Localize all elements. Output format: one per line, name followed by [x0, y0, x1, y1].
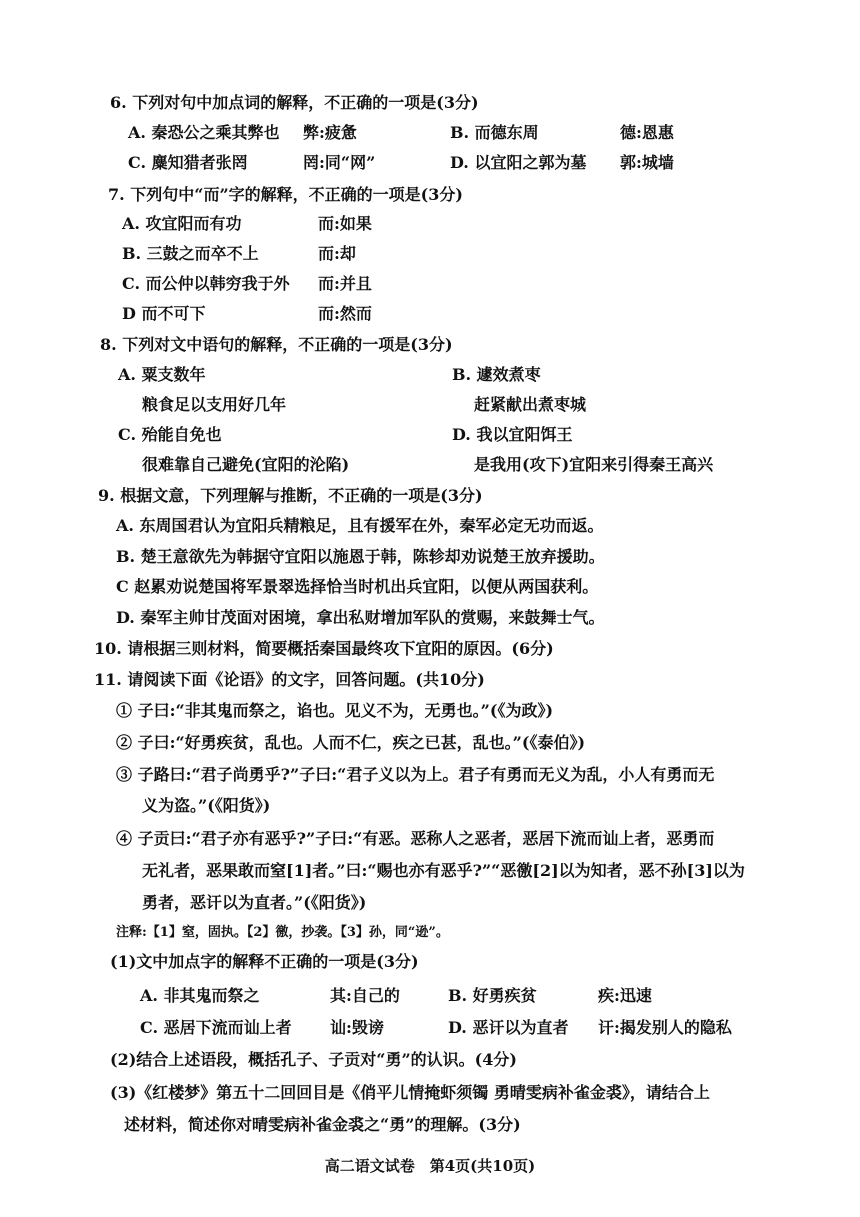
- q6-option-c-gloss: 罔:同“网”: [303, 153, 376, 172]
- q8-option-d: D. 我以宜阳饵王: [452, 425, 573, 444]
- q11-sub1-option-c-gloss: 讪:毁谤: [330, 1018, 384, 1037]
- q11-sub1-option-d-gloss: 讦:揭发别人的隐私: [598, 1018, 732, 1037]
- q6-stem: 6. 下列对句中加点词的解释，不正确的一项是(3分): [110, 93, 479, 112]
- q11-sub1-option-a-gloss: 其:自己的: [330, 986, 400, 1005]
- q7-option-c: C. 而公仲以韩穷我于外: [122, 274, 290, 293]
- q8-option-c-gloss: 很难靠自己避免(宜阳的沦陷): [142, 455, 350, 474]
- q11-stem: 11. 请阅读下面《论语》的文字，回答问题。(共10分): [94, 670, 485, 689]
- q8-option-b-gloss: 赶紧献出煮枣城: [474, 395, 587, 414]
- q8-stem: 8. 下列对文中语句的解释，不正确的一项是(3分): [100, 335, 453, 354]
- q9-stem: 9. 根据文意，下列理解与推断，不正确的一项是(3分): [98, 486, 483, 505]
- q6-option-b-gloss: 德:恩惠: [620, 123, 674, 142]
- q9-option-c: C 赵累劝说楚国将军景翠选择恰当时机出兵宜阳，以便从两国获利。: [116, 577, 599, 596]
- q8-option-b: B. 遽效煮枣: [452, 365, 541, 384]
- q7-option-d-gloss: 而:然而: [318, 304, 372, 323]
- q11-sub1-option-b-gloss: 疾:迅速: [598, 986, 652, 1005]
- analects-passage-4-line-2: 无礼者，恶果敢而窒[1]者。”曰:“赐也亦有恶乎?”“恶徼[2]以为知者，恶不孙[3]以为: [142, 861, 745, 880]
- page-footer: 高二语文试卷 第4页(共10页): [324, 1157, 536, 1175]
- q7-option-b-gloss: 而:却: [318, 244, 356, 263]
- q9-option-b: B. 楚王意欲先为韩据守宜阳以施恩于韩，陈轸却劝说楚王放弃援助。: [116, 547, 605, 566]
- q9-option-a: A. 东周国君认为宜阳兵精粮足，且有援军在外，秦军必定无功而返。: [116, 516, 604, 535]
- q11-sub3-stem-line-2: 述材料，简述你对晴雯病补雀金裘之“勇”的理解。(3分): [124, 1115, 521, 1134]
- q6-option-c: C. 麋知猎者张罔: [128, 153, 248, 172]
- q6-option-d: D. 以宜阳之郭为墓: [450, 153, 587, 172]
- q9-option-d: D. 秦军主帅甘茂面对困境，拿出私财增加军队的赏赐，来鼓舞士气。: [116, 608, 605, 627]
- q8-option-a-gloss: 粮食足以支用好几年: [142, 395, 287, 414]
- q7-option-a-gloss: 而:如果: [318, 214, 372, 233]
- q8-option-c: C. 殆能自免也: [118, 425, 222, 444]
- q7-stem: 7. 下列句中“而”字的解释，不正确的一项是(3分): [108, 185, 463, 204]
- q11-sub1-option-d: D. 恶讦以为直者: [448, 1018, 569, 1037]
- q7-option-a: A. 攻宜阳而有功: [122, 214, 242, 233]
- q7-option-c-gloss: 而:并且: [318, 274, 372, 293]
- q11-sub1-option-c: C. 恶居下流而讪上者: [140, 1018, 292, 1037]
- analects-passage-3-line-2: 义为盗。”(《阳货》): [142, 796, 271, 815]
- q11-sub3-stem-line-1: (3)《红楼梦》第五十二回回目是《俏平儿情掩虾须镯 勇晴雯病补雀金裘》，请结合上: [110, 1083, 710, 1102]
- q11-sub1-option-a: A. 非其鬼而祭之: [140, 986, 260, 1005]
- q6-option-a: A. 秦恐公之乘其弊也: [128, 123, 280, 142]
- q11-sub1-stem: (1)文中加点字的解释不正确的一项是(3分): [110, 952, 419, 971]
- analects-passage-1: ① 子曰:“非其鬼而祭之，谄也。见义不为，无勇也。”(《为政》): [116, 701, 554, 720]
- q6-option-a-gloss: 弊:疲惫: [303, 123, 357, 142]
- q11-sub2-stem: (2)结合上述语段，概括孔子、子贡对“勇”的认识。(4分): [110, 1050, 517, 1069]
- analects-passage-2: ② 子曰:“好勇疾贫，乱也。人而不仁，疾之已甚，乱也。”(《泰伯》): [116, 733, 586, 752]
- analects-passage-4-line-1: ④ 子贡曰:“君子亦有恶乎?”子曰:“有恶。恶称人之恶者，恶居下流而讪上者，恶勇而: [116, 829, 715, 848]
- q7-option-d: D 而不可下: [122, 304, 206, 323]
- q7-option-b: B. 三鼓之而卒不上: [122, 244, 259, 263]
- analects-passage-4-line-3: 勇者，恶讦以为直者。”(《阳货》): [142, 893, 367, 912]
- q8-option-a: A. 粟支数年: [118, 365, 206, 384]
- q6-option-b: B. 而德东周: [450, 123, 539, 142]
- q11-sub1-option-b: B. 好勇疾贫: [448, 986, 537, 1005]
- annotation-note: 注释:【1】窒，固执。【2】徼，抄袭。【3】孙，同“逊”。: [116, 925, 449, 940]
- q8-option-d-gloss: 是我用(攻下)宜阳来引得秦王高兴: [474, 455, 714, 474]
- analects-passage-3-line-1: ③ 子路曰:“君子尚勇乎?”子曰:“君子义以为上。君子有勇而无义为乱，小人有勇而无: [116, 765, 715, 784]
- q6-option-d-gloss: 郭:城墙: [620, 153, 674, 172]
- q10-stem: 10. 请根据三则材料，简要概括秦国最终攻下宜阳的原因。(6分): [94, 639, 554, 658]
